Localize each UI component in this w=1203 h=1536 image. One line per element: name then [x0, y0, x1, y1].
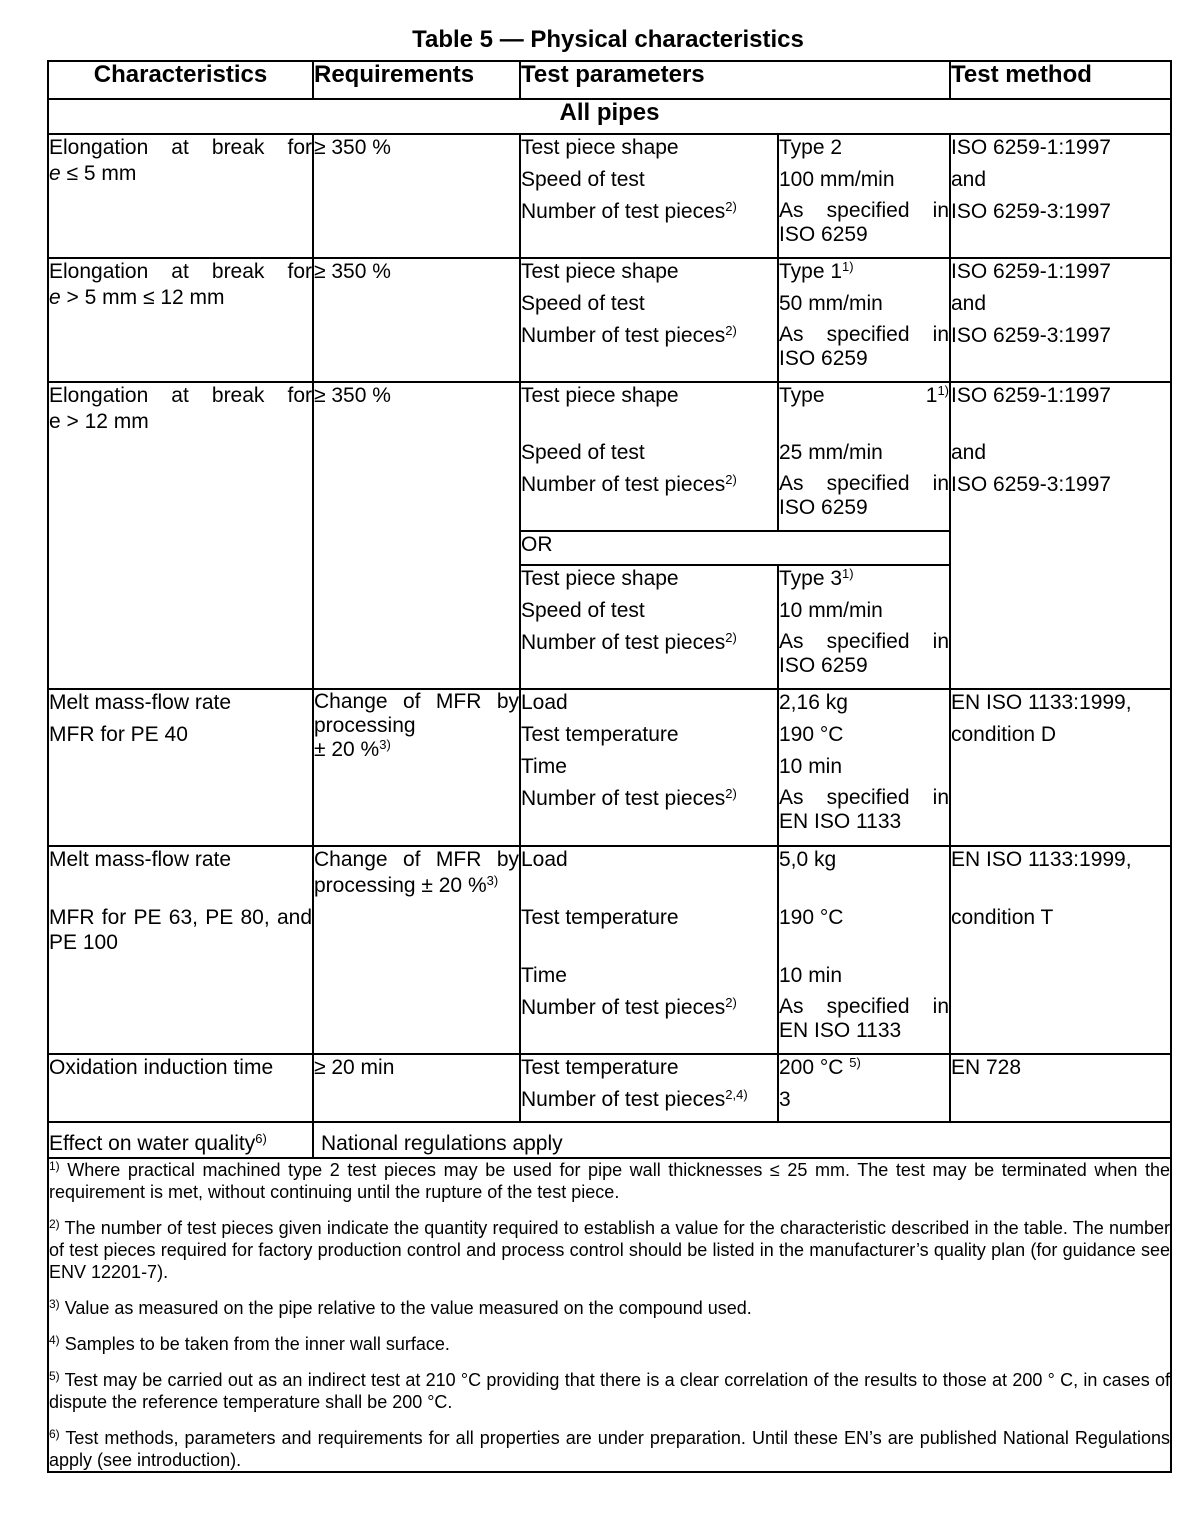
requirement-cell: ≥ 20 min	[313, 1054, 520, 1122]
requirement-cell: Change of MFR by processing ± 20 %$^{3)}$	[313, 689, 520, 846]
footnote: $^{1)}$ Where practical machined type 2 test pieces may be used for pipe wall thicknesses ≤ 25 mm. The test may be terminated when the requirement is met, without continuing until the rupture of the test piece.	[49, 1159, 1170, 1202]
characteristic-cell: Elongation at break for e > 5 mm ≤ 12 mm	[48, 258, 313, 382]
parameter-cell: Load Test temperature Time Number of test pieces$^{2)}$	[520, 689, 778, 846]
parameter-cell: Test piece shape Speed of test Number of test pieces$^{2)}$	[520, 134, 778, 258]
parameter-cell: Load Test temperature Time Number of test pieces$^{2)}$	[520, 846, 778, 1054]
method-cell: ISO 6259-1:1997 and ISO 6259-3:1997	[950, 258, 1171, 382]
table-row	[48, 382, 1171, 531]
characteristic-cell: Effect on water quality$^{6)}$	[48, 1122, 313, 1158]
requirement-cell: ≥ 350 %	[313, 134, 520, 258]
characteristic-cell: Melt mass-flow rate MFR for PE 63, PE 80, and PE 100	[48, 846, 313, 1054]
value-cell: 2,16 kg 190 °C 10 min As specified in EN ISO 1133	[778, 689, 950, 846]
table-row	[48, 846, 1171, 1054]
physical-characteristics-table	[47, 60, 1172, 1473]
header-test-method: Test method	[950, 61, 1171, 99]
or-separator: OR	[520, 531, 950, 565]
requirement-cell: ≥ 350 %	[313, 382, 520, 689]
section-all-pipes: All pipes	[48, 99, 1171, 134]
parameter-cell: Test piece shape Speed of test Number of test pieces$^{2)}$	[520, 382, 778, 531]
footnote: $^{5)}$ Test may be carried out as an indirect test at 210 °C providing that there is a clear correlation of the results to those at 200 ° C, in cases of dispute the reference temperature shall be 200 °C.	[49, 1369, 1170, 1412]
characteristic-cell: Oxidation induction time	[48, 1054, 313, 1122]
value-cell: Type 2 100 mm/min As specified in ISO 6259	[778, 134, 950, 258]
section-row	[48, 99, 1171, 134]
method-cell: EN 728	[950, 1054, 1171, 1122]
header-requirements: Requirements	[313, 61, 520, 99]
value-cell: Type 1$^{1)}$ 25 mm/min As specified in ISO 6259	[778, 382, 950, 531]
parameter-cell: Test piece shape Speed of test Number of test pieces$^{2)}$	[520, 258, 778, 382]
table-row	[48, 258, 1171, 382]
footnote: $^{3)}$ Value as measured on the pipe relative to the value measured on the compound used.	[49, 1297, 752, 1318]
value-cell: Type 1$^{1)}$ 50 mm/min As specified in ISO 6259	[778, 258, 950, 382]
table-caption: Table 5 — Physical characteristics	[412, 26, 804, 53]
table-row	[48, 1122, 1171, 1158]
footnotes	[48, 1158, 1171, 1472]
footnote: $^{4)}$ Samples to be taken from the inner wall surface.	[49, 1333, 450, 1354]
characteristic-cell: Elongation at break for e > 12 mm	[48, 382, 313, 689]
method-cell: ISO 6259-1:1997 and ISO 6259-3:1997	[950, 134, 1171, 258]
value-cell: 200 °C $^{5)}$ 3	[778, 1054, 950, 1122]
table-row	[48, 689, 1171, 846]
characteristic-cell: Elongation at break for e ≤ 5 mm	[48, 134, 313, 258]
header-test-parameters: Test parameters	[520, 61, 950, 99]
parameter-cell: Test temperature Number of test pieces$^{2,4)}$	[520, 1054, 778, 1122]
parameter-cell: Test piece shape Speed of test Number of test pieces$^{2)}$	[520, 565, 778, 689]
header-row	[48, 61, 1171, 99]
table-row	[48, 1054, 1171, 1122]
method-cell: EN ISO 1133:1999, condition T	[950, 846, 1171, 1054]
footnote: $^{6)}$ Test methods, parameters and requirements for all properties are under preparation. Until these EN’s are published National Regulations apply (see introduction).	[49, 1427, 1170, 1470]
characteristic-cell: Melt mass-flow rate MFR for PE 40	[48, 689, 313, 846]
value-cell: Type 3$^{1)}$ 10 mm/min As specified in ISO 6259	[778, 565, 950, 689]
header-characteristics: Characteristics	[48, 61, 313, 99]
requirement-cell: Change of MFR by processing ± 20 %$^{3)}$	[313, 846, 520, 1054]
table-row	[48, 134, 1171, 258]
footnote: $^{2)}$ The number of test pieces given indicate the quantity required to establish a value for the characteristic described in the table. The number of test pieces required for factory production control and process control should be listed in the manufacturer’s quality plan (for guidance see ENV 12201-7).	[49, 1217, 1170, 1282]
requirement-cell: National regulations apply	[313, 1122, 1171, 1158]
method-cell: ISO 6259-1:1997 and ISO 6259-3:1997	[950, 382, 1171, 689]
footnotes-row	[48, 1158, 1171, 1472]
value-cell: 5,0 kg 190 °C 10 min As specified in EN ISO 1133	[778, 846, 950, 1054]
requirement-cell: ≥ 350 %	[313, 258, 520, 382]
method-cell: EN ISO 1133:1999, condition D	[950, 689, 1171, 846]
